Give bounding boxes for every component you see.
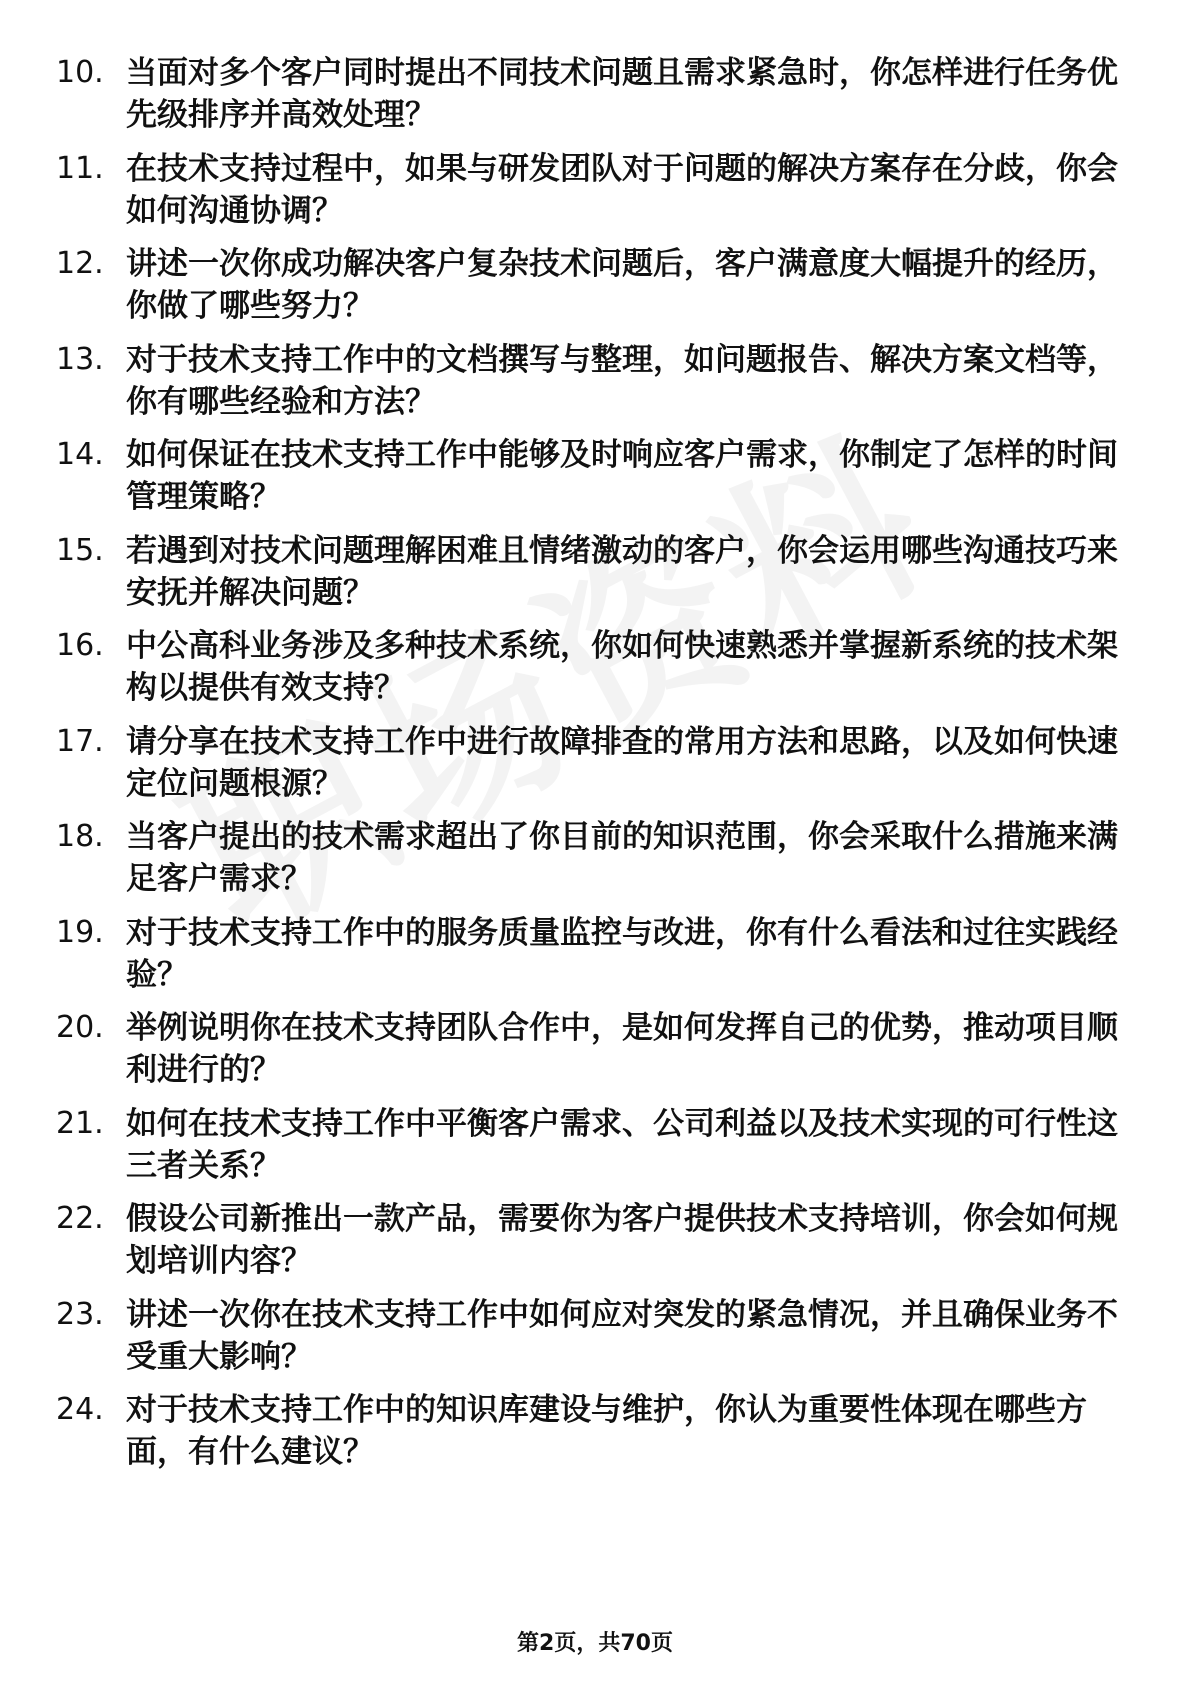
item-number: 21. <box>56 1105 104 1141</box>
item-number: 16. <box>56 628 104 663</box>
item-text: 如何在技术支持工作中平衡客户需求、公司利益以及技术实现的可行性这三者关系？ <box>126 1105 1118 1184</box>
item-number: 19. <box>56 914 104 950</box>
item-number: 13. <box>56 341 104 377</box>
list-item <box>0 434 1190 534</box>
page-footer: 第2页，共70页 <box>517 1631 673 1656</box>
item-text: 对于技术支持工作中的文档撰写与整理，如问题报告、解决方案文档等，你有哪些经验和方法？ <box>126 341 1118 420</box>
list-item <box>0 1389 1190 1489</box>
item-text: 请分享在技术支持工作中进行故障排查的常用方法和思路，以及如何快速定位问题根源？ <box>126 723 1118 802</box>
item-text: 讲述一次你成功解决客户复杂技术问题后，客户满意度大幅提升的经历，你做了哪些努力？ <box>126 246 1118 324</box>
item-number: 24. <box>56 1392 104 1427</box>
list-item <box>0 1294 1190 1394</box>
item-number: 11. <box>56 150 104 186</box>
item-number: 20. <box>56 1010 104 1045</box>
item-text: 当面对多个客户同时提出不同技术问题且需求紧急时，你怎样进行任务优先级排序并高效处理？ <box>126 55 1118 133</box>
item-text: 对于技术支持工作中的服务质量监控与改进，你有什么看法和过往实践经验？ <box>126 914 1118 993</box>
item-text: 假设公司新推出一款产品，需要你为客户提供技术支持培训，你会如何规划培训内容？ <box>126 1201 1118 1279</box>
item-text: 若遇到对技术问题理解困难且情绪激动的客户，你会运用哪些沟通技巧来安抚并解决问题？ <box>126 532 1118 611</box>
item-number: 10. <box>56 55 104 90</box>
item-number: 22. <box>56 1201 104 1236</box>
list-item <box>0 721 1190 821</box>
list-item <box>0 148 1190 248</box>
item-text: 举例说明你在技术支持团队合作中，是如何发挥自己的优势，推动项目顺利进行的？ <box>126 1010 1118 1088</box>
list-item <box>0 912 1190 1012</box>
item-text: 中公高科业务涉及多种技术系统，你如何快速熟悉并掌握新系统的技术架构以提供有效支持？ <box>126 628 1118 706</box>
list-item <box>0 1103 1190 1203</box>
item-number: 23. <box>56 1296 104 1332</box>
item-number: 14. <box>56 437 104 472</box>
item-number: 17. <box>56 723 104 759</box>
item-number: 12. <box>56 246 104 281</box>
item-number: 18. <box>56 819 104 854</box>
list-item <box>0 816 1190 916</box>
item-text: 对于技术支持工作中的知识库建设与维护，你认为重要性体现在哪些方面，有什么建议？ <box>126 1392 1087 1470</box>
item-text: 如何保证在技术支持工作中能够及时响应客户需求，你制定了怎样的时间管理策略？ <box>126 437 1118 515</box>
list-item <box>0 625 1190 725</box>
list-item <box>0 243 1190 343</box>
item-number: 15. <box>56 532 104 568</box>
list-item <box>0 52 1190 152</box>
list-item <box>0 1007 1190 1107</box>
item-text: 讲述一次你在技术支持工作中如何应对突发的紧急情况，并且确保业务不受重大影响？ <box>126 1296 1118 1375</box>
list-item <box>0 1198 1190 1298</box>
list-item <box>0 339 1190 439</box>
list-item <box>0 530 1190 630</box>
item-text: 在技术支持过程中，如果与研发团队对于问题的解决方案存在分歧，你会如何沟通协调？ <box>126 150 1118 229</box>
item-text: 当客户提出的技术需求超出了你目前的知识范围，你会采取什么措施来满足客户需求？ <box>126 819 1118 897</box>
